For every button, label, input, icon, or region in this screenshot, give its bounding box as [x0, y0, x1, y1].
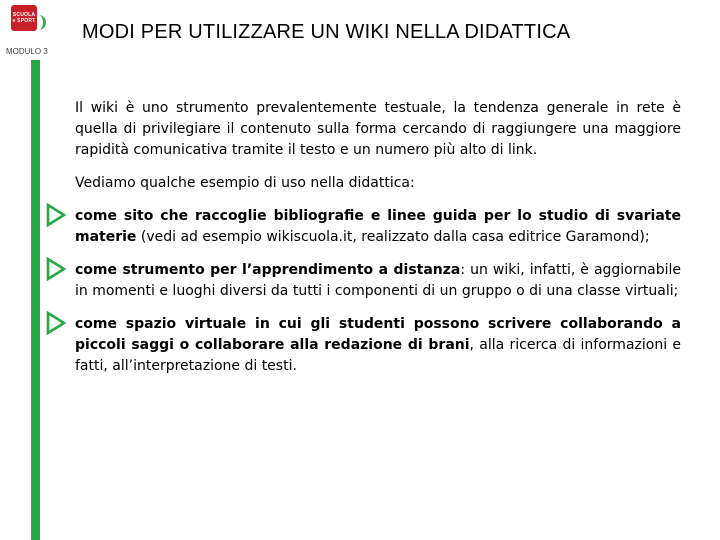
side-accent-bar [31, 60, 40, 540]
triangle-arrow-icon [45, 311, 67, 335]
page-title: MODI PER UTILIZZARE UN WIKI NELLA DIDATTICA [82, 21, 571, 43]
school-sport-logo [11, 5, 37, 31]
bullet-rest-text: (vedi ad esempio wikiscuola.it, realizzato dalla casa editrice Garamond); [136, 229, 650, 245]
bullet-rest-text: , alla ricerca di informazioni e fatti, all’interpretazione di testi. [75, 337, 681, 374]
slide-body [75, 98, 681, 389]
lead-paragraph: Vediamo qualche esempio di uso nella didattica: [75, 175, 415, 191]
list-item [75, 260, 681, 302]
triangle-arrow-icon [45, 203, 67, 227]
triangle-arrow-icon [45, 257, 67, 281]
list-item [75, 314, 681, 377]
logo-text-line1: SCUOLA [12, 12, 36, 18]
bullet-bold-text: come spazio virtuale in cui gli studenti possono scrivere collaborando a piccoli saggi o collaborare alla redazione di brani [75, 316, 681, 353]
logo-swoosh-icon [36, 15, 46, 30]
bullet-bold-text: come strumento per l’apprendimento a distanza [75, 262, 461, 278]
intro-paragraph: Il wiki è uno strumento prevalentemente testuale, la tendenza generale in rete è quella di privilegiare il contenuto sulla forma cercando di raggiungere una maggiore rapidità comunicativa tramite il testo e un numero più alto di link. [75, 100, 681, 158]
bullet-bold-text: come sito che raccoglie bibliografie e linee guida per lo studio di svariate materie [75, 208, 681, 245]
list-item [75, 206, 681, 248]
module-label: MODULO 3 [6, 47, 48, 56]
bullet-rest-text: : un wiki, infatti, è aggiornabile in momenti e luoghi diversi da tutti i componenti di un gruppo o di una classe virtuali; [75, 262, 681, 299]
logo-text-line2: e SPORT [12, 18, 36, 24]
